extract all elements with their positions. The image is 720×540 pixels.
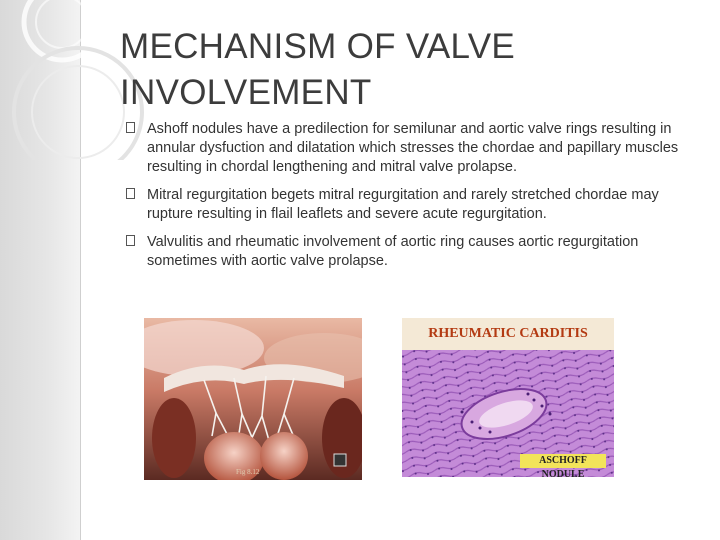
histology-title: RHEUMATIC CARDITIS bbox=[402, 318, 614, 350]
bullet-box-icon bbox=[126, 188, 135, 199]
bullet-item bbox=[126, 186, 700, 224]
bullet-item bbox=[126, 233, 700, 271]
bullet-text: Mitral regurgitation begets mitral regurgitation and rarely stretched chordae may rupture resulting in flail leaflets and severe acute regurgitation. bbox=[147, 187, 659, 222]
bullet-item bbox=[126, 120, 700, 177]
bullet-list bbox=[126, 120, 700, 280]
bullet-text: Valvulitis and rheumatic involvement of aortic ring causes aortic regurgitation sometimes with aortic valve prolapse. bbox=[147, 234, 639, 269]
aschoff-nodule-label: ASCHOFF NODULE bbox=[520, 454, 606, 468]
figure-caption: Fig 8.12 bbox=[236, 468, 260, 476]
slide-title: MECHANISM OF VALVE INVOLVEMENT bbox=[120, 27, 515, 112]
mitral-valve-photo bbox=[144, 318, 362, 480]
histology-photo bbox=[402, 318, 614, 477]
bullet-text: Ashoff nodules have a predilection for semilunar and aortic valve rings resulting in annular dysfuction and dilatation which stresses the chordae and papillary muscles resulting in chordal lengthening and mitral valve prolapse. bbox=[147, 121, 679, 175]
bullet-box-icon bbox=[126, 235, 135, 246]
valve-illustration bbox=[144, 318, 362, 480]
bullet-box-icon bbox=[126, 122, 135, 133]
